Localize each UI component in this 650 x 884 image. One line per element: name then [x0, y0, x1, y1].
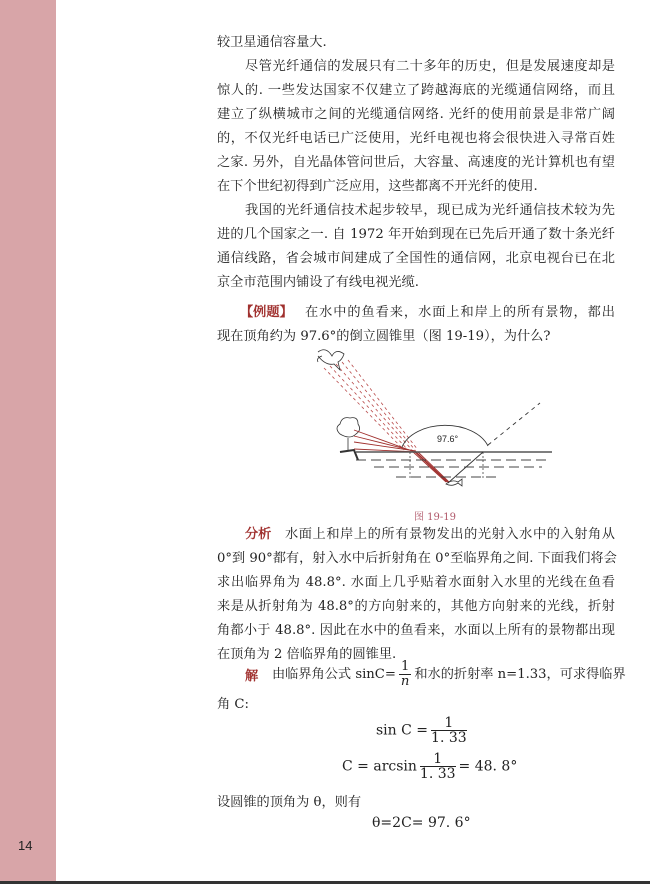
- analysis-line: 水面上和岸上的所有景物发出的光射入水中的入射角从: [285, 527, 615, 542]
- tree-icon: [337, 418, 360, 460]
- paragraph-line: 进的几个国家之一. 自 1972 年开始到现在已先后开通了数十条光纤: [217, 227, 615, 242]
- numerator: 1: [400, 659, 410, 674]
- fish-icon: [446, 479, 462, 486]
- fraction: [431, 716, 467, 745]
- water-dashes: [356, 460, 548, 477]
- page-number: 14: [18, 838, 33, 853]
- solution-label: 解: [245, 669, 259, 684]
- example-line: 在水中的鱼看来，水面上和岸上的所有景物，都出: [305, 305, 615, 320]
- analysis-line: 0°到 90°都有，射入水中后折射角在 0°至临界角之间. 下面我们将会: [217, 551, 617, 566]
- paragraph-line: 惊人的. 一些发达国家不仅建立了跨越海底的光缆通信网络，而且: [217, 83, 615, 98]
- analysis-line: 来是从折射角为 48.8°的方向射来的，其他方向射来的光线，折射: [217, 599, 615, 614]
- analysis-line: 在顶角为 2 倍临界角的圆锥里.: [217, 647, 397, 662]
- equation-text: sin C =: [376, 722, 429, 739]
- paragraph-line: 在下个世纪初得到广泛应用，这些都离不开光纤的使用.: [217, 179, 538, 194]
- paragraph-line: 较卫星通信容量大.: [217, 35, 327, 50]
- solution-line: 角 C:: [217, 697, 249, 712]
- paragraph-line: 之家. 另外，自光晶体管问世后，大容量、高速度的光计算机也有望: [217, 155, 615, 170]
- denominator: n: [400, 674, 410, 689]
- numerator: 1: [420, 752, 456, 767]
- paragraph-line: 京全市范围内铺设了有线电视光缆.: [217, 275, 420, 290]
- numerator: 1: [431, 716, 467, 731]
- fraction: [399, 660, 411, 689]
- denominator: 1. 33: [419, 766, 456, 782]
- solution-text: 和水的折射率 n=1.33，可求得临界: [414, 667, 626, 682]
- solution-line: [272, 660, 626, 689]
- angle-label: 97.6°: [437, 434, 459, 444]
- figure-caption: 图 19-19: [414, 512, 457, 523]
- denominator: 1. 33: [431, 730, 467, 746]
- equation-3: θ=2C= 97. 6°: [372, 815, 471, 831]
- equation-2: [342, 752, 517, 781]
- paragraph-line: 的，不仅光纤电话已广泛使用，光纤电视也将会很快进入寻常百姓: [217, 131, 615, 146]
- analysis-label: 分析: [245, 527, 272, 542]
- equation-1: [376, 716, 470, 745]
- paragraph-line: 我国的光纤通信技术起步较早，现已成为光纤通信技术较为先: [245, 203, 615, 218]
- solution-line: 设圆锥的顶角为 θ，则有: [217, 795, 362, 810]
- solution-text: 由临界角公式 sinC=: [272, 667, 396, 682]
- example-line: 现在顶角约为 97.6°的倒立圆锥里（图 19-19），为什么?: [217, 329, 551, 344]
- apparent-ray-dashed: [488, 403, 540, 445]
- normals: [410, 452, 483, 478]
- paragraph-line: 尽管光纤通信的发展只有二十多年的历史，但是发展速度却是: [245, 59, 615, 74]
- equation-text: = 48. 8°: [458, 758, 518, 775]
- equation-text: C = arcsin: [342, 758, 417, 775]
- example-label: 【例题】: [240, 305, 293, 320]
- paragraph-line: 通信线路，省会城市间建成了全国性的通信网，北京电视台已在北: [217, 251, 615, 266]
- paragraph-line: 建立了纵横城市之间的光缆通信网络. 光纤的使用前景是非常广阔: [217, 107, 615, 122]
- analysis-line: 求出临界角为 48.8°. 水面上几乎贴着水面射入水里的光线在鱼看: [217, 575, 615, 590]
- analysis-line: 角都小于 48.8°. 因此在水中的鱼看来，水面以上所有的景物都出现: [217, 623, 615, 638]
- fraction: [420, 752, 456, 781]
